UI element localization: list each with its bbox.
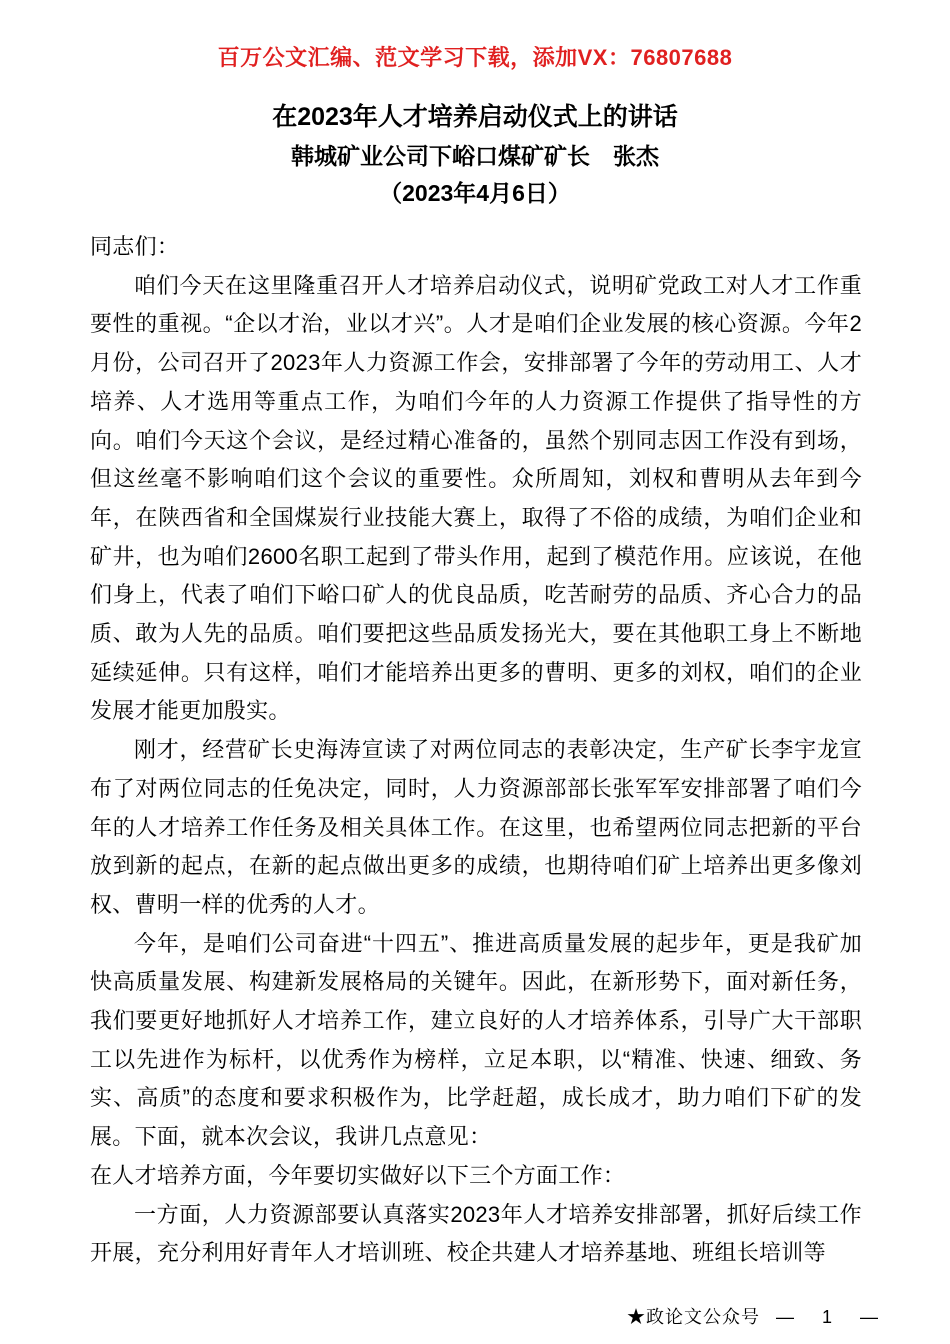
document-subtitle-speaker: 韩城矿业公司下峪口煤矿矿长 张杰 [291,143,659,169]
document-title: 在2023年人才培养启动仪式上的讲话 [272,103,678,131]
footer-source-label: ★政论文公众号 [626,1307,760,1327]
page-footer [603,1282,884,1344]
paragraph-body-5: 一方面，人力资源部要认真落实2023年人才培养安排部署，抓好后续工作开展，充分利用好青年人才培训班、校企共建人才培养基地、班组长培训等 [90,1201,862,1266]
paragraph-body-3: 今年，是咱们公司奋进“十四五”、推进高质量发展的起步年，更是我矿加快高质量发展、构建新发展格局的关键年。因此，在新形势下，面对新任务，我们要更好地抓好人才培养工作，建立良好的人才培养体系，引导广大干部职工以先进作为标杆，以优秀作为榜样，立足本职，以“精准、快速、细致、务实、高质”的态度和要求积极作为，比学赶超，成长成才，助力咱们下矿的发展。下面，就本次会议，我讲几点意见： [90,930,862,1150]
document-date: （2023年4月6日） [379,180,571,206]
header-promo-notice: 百万公文汇编、范文学习下载，添加VX：76807688 [217,45,733,70]
document-body [90,228,862,1273]
paragraph-body-1: 咱们今天在这里隆重召开人才培养启动仪式，说明矿党政工对人才工作重要性的重视。“企以才治，业以才兴”。人才是咱们企业发展的核心资源。今年2月份，公司召开了2023年人力资源工作会，安排部署了今年的劳动用工、人才培养、人才选用等重点工作，为咱们今年的人力资源工作提供了指导性的方向。咱们今天这个会议，是经过精心准备的，虽然个别同志因工作没有到场，但这丝毫不影响咱们这个会议的重要性。众所周知，刘权和曹明从去年到今年，在陕西省和全国煤炭行业技能大赛上，取得了不俗的成绩，为咱们企业和矿井，也为咱们2600名职工起到了带头作用，起到了模范作用。应该说，在他们身上，代表了咱们下峪口矿人的优良品质，吃苦耐劳的品质、齐心合力的品质、敢为人先的品质。咱们要把这些品质发扬光大，要在其他职工身上不断地延续延伸。只有这样，咱们才能培养出更多的曹明、更多的刘权，咱们的企业发展才能更加殷实。 [90,272,862,724]
paragraph-section-lead: 在人才培养方面，今年要切实做好以下三个方面工作： [90,1162,626,1188]
page-number: — 1 — [775,1307,884,1327]
paragraph-salutation: 同志们： [90,234,180,259]
paragraph-body-2: 刚才，经营矿长史海涛宣读了对两位同志的表彰决定，生产矿长李宇龙宣布了对两位同志的任免决定，同时，人力资源部部长张军军安排部署了咱们今年的人才培养工作任务及相关具体工作。在这里，也希望两位同志把新的平台放到新的起点，在新的起点做出更多的成绩，也期待咱们矿上培养出更多像刘权、曹明一样的优秀的人才。 [90,737,862,917]
